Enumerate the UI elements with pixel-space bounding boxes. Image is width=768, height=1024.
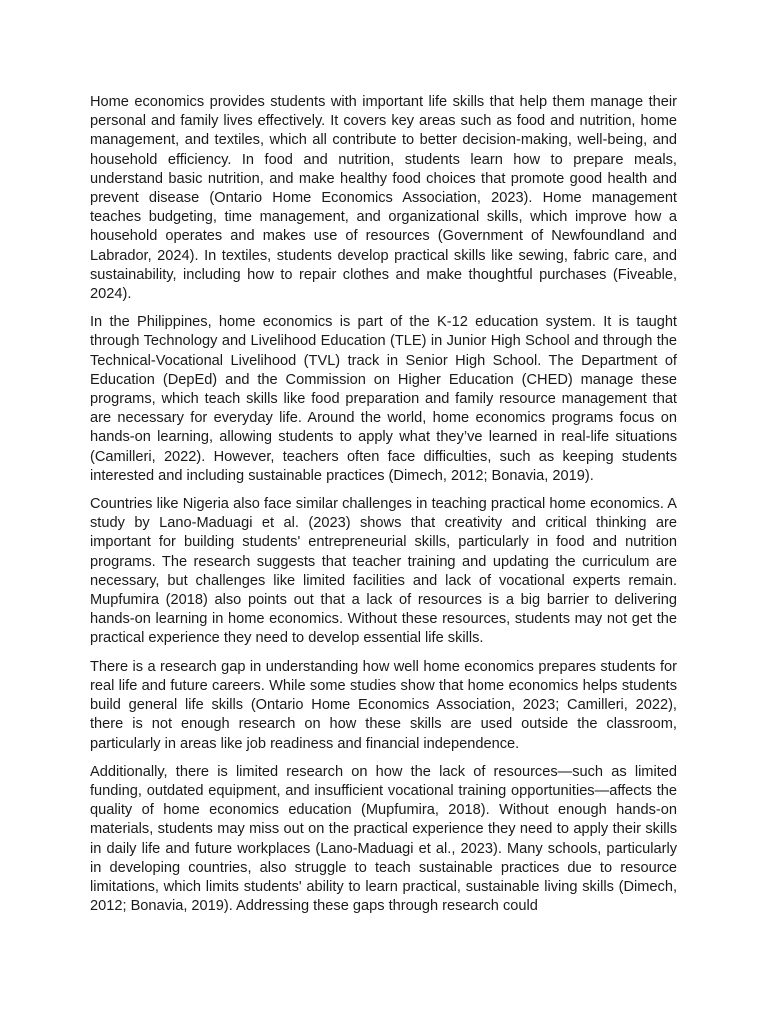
paragraph-philippines-k12: In the Philippines, home economics is part of the K-12 education system. It is taught through Technology and Livelihood Education (TLE) in Junior High School and through the Technical-Vocational Livelihood (TVL) track in Senior High School. The Department of Education (DepEd) and the Commission on Higher Education (CHED) manage these programs, which teach skills like food preparation and family resource management that are necessary for everyday life. Around the world, home economics programs focus on hands-on learning, allowing students to apply what they’ve learned in real-life situations (Camilleri, 2022). However, teachers often face difficulties, such as keeping students interested and including sustainable practices (Dimech, 2012; Bonavia, 2019). xyxy=(90,314,677,484)
document-body xyxy=(90,93,677,925)
paragraph-research-gap: There is a research gap in understanding how well home economics prepares students for real life and future careers. While some studies show that home economics helps students build general life skills (Ontario Home Economics Association, 2023; Camilleri, 2022), there is not enough research on how these skills are used outside the classroom, particularly in areas like job readiness and financial independence. xyxy=(90,658,677,752)
paragraph-nigeria-challenges: Countries like Nigeria also face similar challenges in teaching practical home economics. A study by Lano-Maduagi et al. (2023) shows that creativity and critical thinking are important for building students' entrepreneurial skills, particularly in food and nutrition programs. The research suggests that teacher training and updating the curriculum are necessary, but challenges like limited facilities and lack of vocational experts remain. Mupfumira (2018) also points out that a lack of resources is a big barrier to delivering hands-on learning in home economics. Without these resources, students may not get the practical experience they need to develop essential life skills. xyxy=(90,496,677,647)
paragraph-resource-limitations: Additionally, there is limited research on how the lack of resources—such as limited funding, outdated equipment, and insufficient vocational training opportunities—affects the quality of home economics education (Mupfumira, 2018). Without enough hands-on materials, students may miss out on the practical experience they need to apply their skills in daily life and future workplaces (Lano-Maduagi et al., 2023). Many schools, particularly in developing countries, also struggle to teach sustainable practices due to resource limitations, which limits students' ability to learn practical, sustainable living skills (Dimech, 2012; Bonavia, 2019). Addressing these gaps through research could xyxy=(90,763,677,915)
paragraph-home-economics-overview: Home economics provides students with important life skills that help them manage their personal and family lives effectively. It covers key areas such as food and nutrition, home management, and textiles, which all contribute to better decision-making, well-being, and household efficiency. In food and nutrition, students learn how to prepare meals, understand basic nutrition, and make healthy food choices that promote good health and prevent disease (Ontario Home Economics Association, 2023). Home management teaches budgeting, time management, and organizational skills, which improve how a household operates and makes use of resources (Government of Newfoundland and Labrador, 2024). In textiles, students develop practical skills like sewing, fabric care, and sustainability, including how to repair clothes and make thoughtful purchases (Fiveable, 2024). xyxy=(90,94,677,303)
